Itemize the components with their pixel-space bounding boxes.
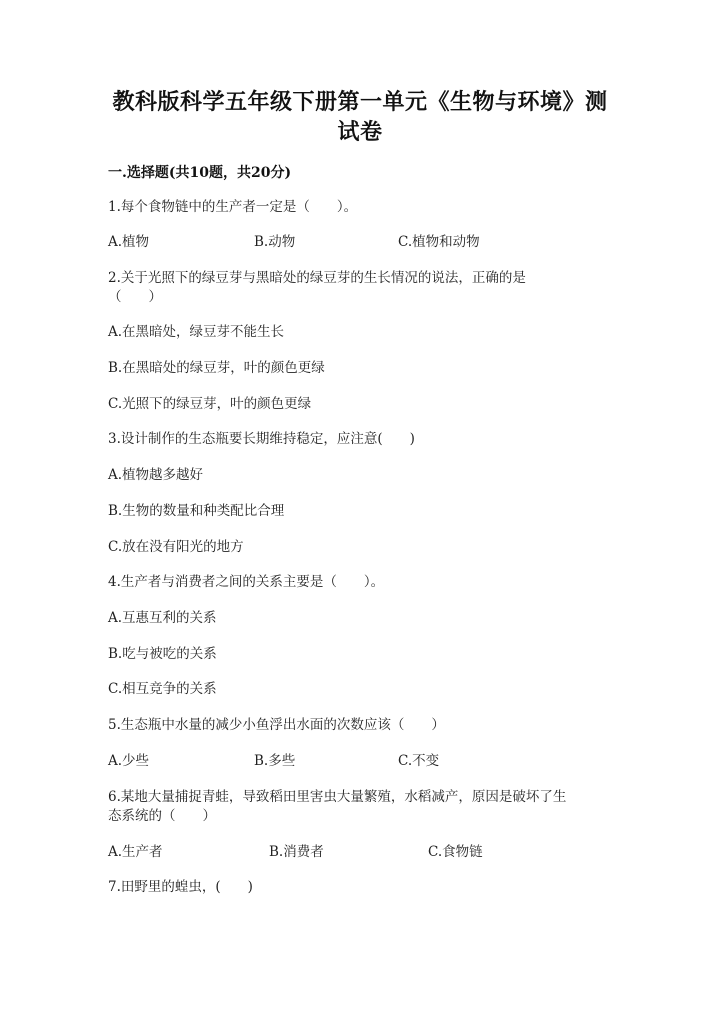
question-1: 1.每个食物链中的生产者一定是（ ）。: [108, 199, 358, 215]
option-a: A.植物: [108, 234, 150, 250]
question-2-option-b: B.在黑暗处的绿豆芽，叶的颜色更绿: [108, 360, 325, 376]
option-b: B.消费者: [269, 844, 324, 860]
section-heading: 一.选择题(共10题，共20分): [108, 165, 292, 181]
page-title-line-1: 教科版科学五年级下册第一单元《生物与环境》测: [112, 90, 608, 115]
question-4-option-b: B.吃与被吃的关系: [108, 646, 217, 662]
question-5-options: [108, 751, 628, 771]
option-b: B.动物: [254, 234, 296, 250]
question-2-option-a: A.在黑暗处，绿豆芽不能生长: [108, 324, 285, 340]
question-1-options: [108, 232, 628, 252]
option-c: C.植物和动物: [398, 234, 480, 250]
question-3-option-b: B.生物的数量和种类配比合理: [108, 503, 285, 519]
option-c: C.不变: [398, 753, 440, 769]
question-4-option-a: A.互惠互利的关系: [108, 610, 217, 626]
question-2-line-1: 2.关于光照下的绿豆芽与黑暗处的绿豆芽的生长情况的说法，正确的是: [108, 270, 526, 286]
question-5: 5.生态瓶中水量的减少小鱼浮出水面的次数应该（ ）: [108, 717, 445, 733]
question-4-option-c: C.相互竞争的关系: [108, 681, 217, 697]
question-7: 7.田野里的蝗虫，( ): [108, 879, 253, 895]
question-3-option-c: C.放在没有阳光的地方: [108, 539, 244, 555]
question-6-options: [108, 842, 628, 862]
question-6-line-1: 6.某地大量捕捉青蛙，导致稻田里害虫大量繁殖，水稻减产，原因是破坏了生: [108, 789, 567, 805]
option-a: A.少些: [108, 753, 150, 769]
option-c: C.食物链: [428, 844, 483, 860]
question-2-line-2: （ ）: [108, 289, 162, 305]
page-title-line-2: 试卷: [337, 120, 383, 145]
question-6-line-2: 态系统的（ ）: [108, 808, 216, 824]
question-4: 4.生产者与消费者之间的关系主要是（ ）。: [108, 574, 385, 590]
question-3-option-a: A.植物越多越好: [108, 467, 204, 483]
option-b: B.多些: [254, 753, 296, 769]
option-a: A.生产者: [108, 844, 163, 860]
question-2-option-c: C.光照下的绿豆芽，叶的颜色更绿: [108, 396, 312, 412]
question-3: 3.设计制作的生态瓶要长期维持稳定，应注意( ): [108, 431, 415, 447]
